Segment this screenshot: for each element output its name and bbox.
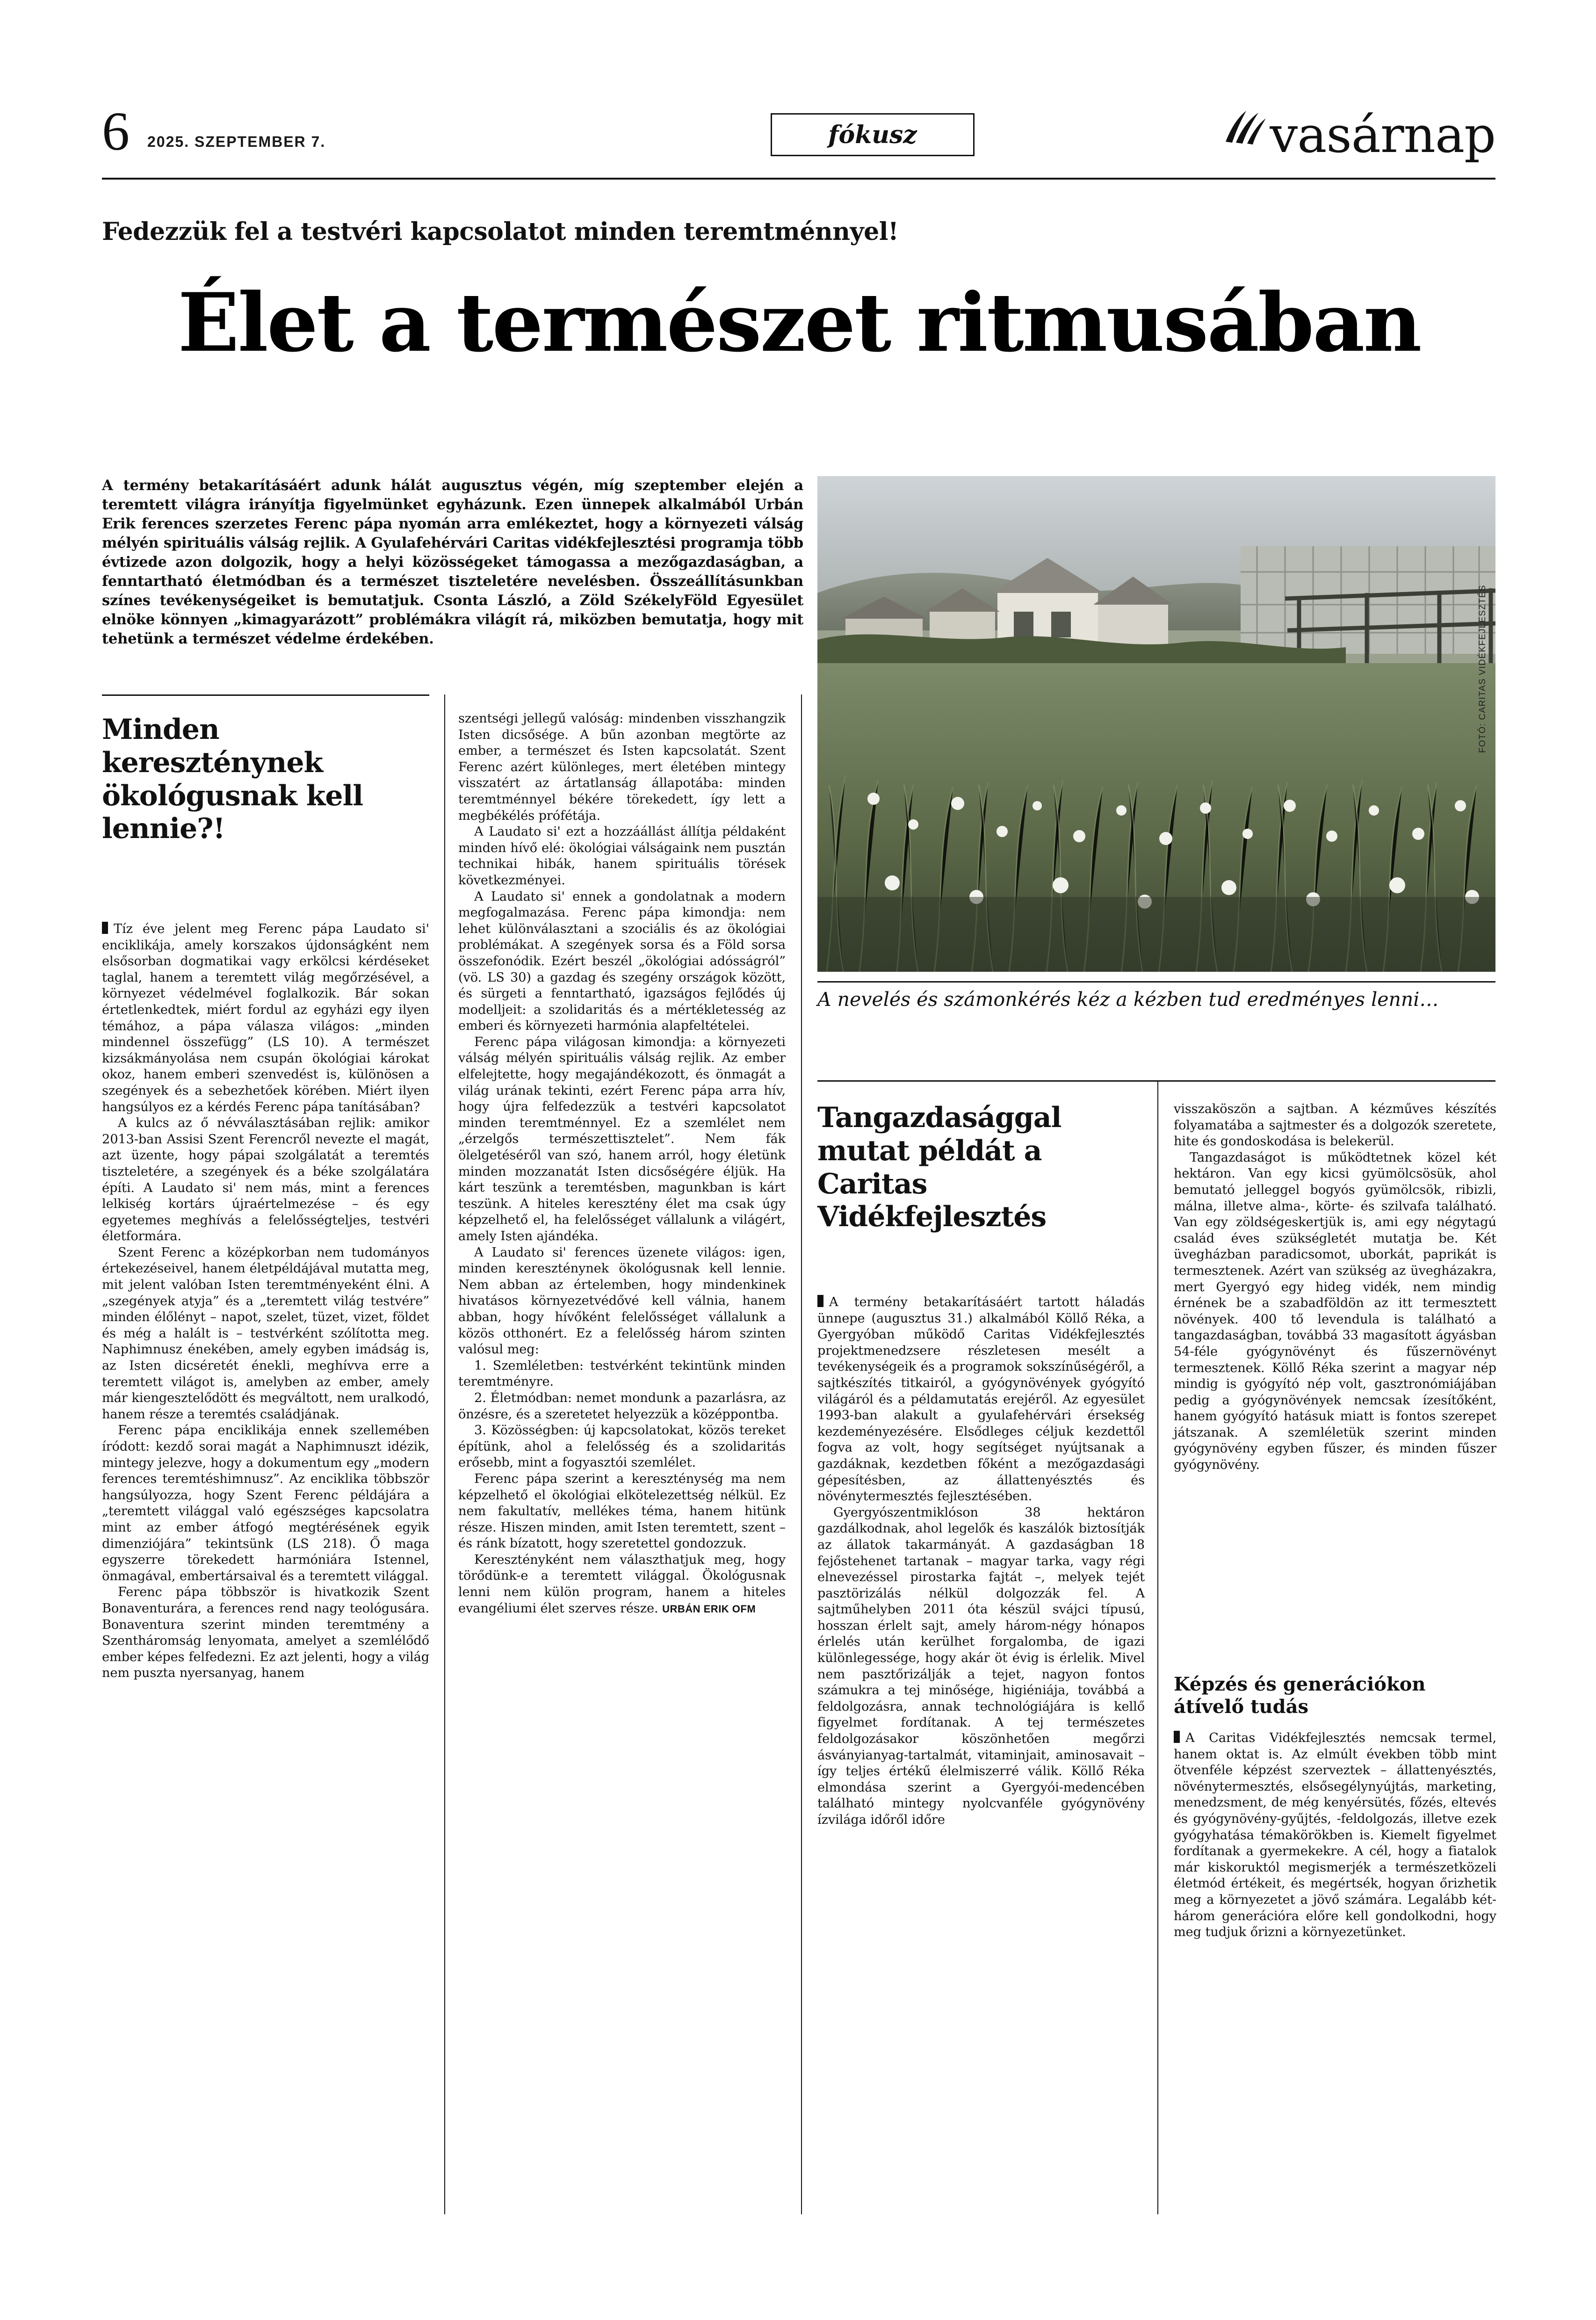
square-bullet-icon — [1174, 1731, 1180, 1743]
caption-divider — [817, 981, 1495, 983]
body-column-1 — [102, 921, 429, 1682]
paragraph: A kulcs az ő névválasztásában rejlik: amikor 2013-ban Assisi Szent Ferencről nevezte el magát, azt üzente, hogy pápai szolgálatát a teremtés tiszteletére, a szegények és a béke szolgálatára építi. A Laudato si' nem más, mint a ferences lelkiség kortárs újraértelmezése – és egy egyetemes meghívás a felelősségteljes, testvéri életformára. — [102, 1116, 429, 1244]
leaf-icon — [1222, 109, 1267, 148]
paragraph: A Laudato si' ennek a gondolatnak a modern megfogalmazása. Ferenc pápa kimondja: nem lehet különválasztani a szociális és az ökológiai problémákat. A szegények sorsa és a Föld sorsa összefonódik. Ezért beszél „ökológiai adósságról” (vö. LS 30) a gazdag és szegény országok között, és sürgeti a fenntartható, igazságos fejlődés új modelljeit: a szolidaritás és a mértékletesség az emberi és környezeti harmónia alapfeltételei. — [458, 889, 786, 1034]
paragraph: Gyergyószentmiklóson 38 hektáron gazdálkodnak, ahol legelők és kaszálók biztosítják az állatok takarmányát. A gazdaságban 18 fejőstehenet tartanak – magyar tarka, vagy régi elnevezéssel pirostarka fajtát –, melyek tejét pasztörizálás nélkül dolgozzák fel. A sajtműhelyben 2011 óta készül svájci típusú, hosszan érlelt sajt, amely három-négy hónapos érlelés után kerülhet forgalomba, de igazi különlegessége, hogy akár öt évig is érlelik. Mivel nem pasztőrizálják a tejet, nagyon fontos számukra a tej minősége, higiéniája, továbbá a feldolgozásra, annak technológiájára is kellő figyelmet fordítanak. A tej természetes feldolgozásakor köszönhetően megőrzi ásványianyag-tartalmát, vitaminjait, aminosavait – így teljes értékű élelmiszerré válik. Köllő Réka elmondása szerint a Gyergyói-medencében található mintegy nyolcvanféle gyógynövény ízvilága időről időre — [817, 1505, 1145, 1827]
article-photo — [817, 476, 1495, 972]
column-divider-3 — [1157, 1080, 1158, 2214]
section-label-box — [771, 113, 975, 156]
subhead-left: Minden kereszténynek ökológusnak kell lennie?! — [102, 713, 363, 846]
section-label: fókusz — [828, 120, 917, 149]
body-column-4 — [1174, 1101, 1496, 1474]
paragraph: Ferenc pápa enciklikája ennek szellemében íródott: kezdő sorai magát a Naphimnuszt idézik, mintegy jelezve, hogy a dokumentum egy „modern ferences teremtéshimnusz”. Az enciklika többször hangsúlyozza, hogy Szent Ferenc példájára a „teremtett világgal való egészséges kapcsolatra mint az ember átfogó megtérésének egyik dimenziójára” tekintsünk (LS 218). Ő maga egyszerre törekedett harmóniára Istennel, önmagával, embertársaival és a teremtett világgal. — [102, 1423, 429, 1583]
paragraph: szentségi jellegű valóság: mindenben visszhangzik Isten dicsősége. A bűn azonban megtörte az ember, a természet és Isten kapcsolatát. Szent Ferenc azért különleges, mert életében mintegy visszatért az ártatlanság állapotába: minden teremtménnyel békére törekedett, így lett a megbékélés prófétája. — [458, 711, 786, 823]
square-bullet-icon — [102, 922, 108, 934]
article-headline: Élet a természet ritmusában — [178, 275, 1421, 370]
subhead-right-small: Képzés és generációkon átívelő tudás — [1174, 1673, 1426, 1718]
brand-name: vasárnap — [1270, 106, 1495, 164]
paragraph: Keresztényként nem választhatjuk meg, hogy törődünk-e a teremtett világgal. Ökológusnak lenni nem külön program, hanem a hiteles evangéliumi élet szerves része. — [458, 1552, 786, 1616]
masthead-rule — [102, 178, 1495, 180]
article-lead: A termény betakarításáért adunk hálát augusztus végén, míg szeptember elején a teremtett világra irányítja figyelmünket egyházunk. Ezen ünnepek alkalmából Urbán Erik ferences szerzetes Ferenc pápa nyomán arra emlékeztet, hogy a környezeti válság mélyén spirituális válság rejlik. A Gyulafehérvári Caritas vidékfejlesztési programja több évtizede azon dolgozik, hogy a helyi közösségeket támogassa a mezőgazdaságban, a fenntartható életmódban és a természet tiszteletére nevelésben. Összeállításunkban színes tevékenységeiket is bemutatjuk. Csonta László, a Zöld SzékelyFöld Egyesület elnöke könnyen „kimagyarázott” problémákra világít rá, miközben bemutatja, hogy mit tehetünk a természet védelme érdekében. — [102, 477, 803, 648]
brand-logo — [1222, 106, 1495, 164]
paragraph: A Laudato si' ferences üzenete világos: igen, minden kereszténynek ökológusnak kell lennie. Nem abban az értelemben, hogy mindenkinek hivatásos környezetvédővé kell válnia, hanem abban, hogy hívőként felelősséget vállalunk a közös otthonért. Ez a felelősség három szinten valósul meg: — [458, 1245, 786, 1357]
page-number: 6 — [102, 101, 129, 162]
middle-section-rule — [817, 1080, 1495, 1082]
photo-caption: A nevelés és számonkérés kéz a kézben tud eredményes lenni… — [817, 988, 1439, 1011]
paragraph: Szent Ferenc a középkorban nem tudományos értekezéseivel, hanem életpéldájával mutatta meg, mit jelent valóban Isten teremtményeként élni. A „szegények atyja” és a „teremtett világ testvére” minden élőlényt – napot, szelet, tüzet, vizet, földet és még a halált is – testvérként szólította meg. Naphimnusz énekében, amely egyben imádság is, az Isten dicséretét énekli, meghívva erre a teremtett világot is, amelyben az ember, amely már kiengesztelődött és megváltott, nem uralkodó, hanem része a teremtés családjának. — [102, 1245, 429, 1422]
column-divider-1 — [444, 694, 445, 2214]
paragraph: A Laudato si' ezt a hozzáállást állítja példaként minden hívő elé: ökológiai válságaink nem pusztán technikai hibák, hanem spirituális törések következményei. — [458, 824, 786, 888]
column-divider-2 — [801, 694, 802, 2214]
square-bullet-icon — [817, 1295, 823, 1307]
subhead-middle: Tangazdasággal mutat példát a Caritas Vidékfejlesztés — [817, 1101, 1062, 1234]
paragraph: Tangazdaságot is működtetnek közel két hektáron. Van egy kicsi gyümölcsösük, ahol bemutató jelleggel bogyós gyümölcsök, ribizli, málna, illetve alma-, körte- és szilvafa található. Van egy zöldségeskertjük is, ami egy négytagú család éves szükségletét mutatja be. Két üvegházban paradicsomot, uborkát, paprikát is termesztenek. Azért van szükség az üvegházakra, mert Gyergyó egy hideg vidék, nem mindig érnének be a szabadföldön az itt termesztett növények. 400 tő levendula is található a tangazdaságban, továbbá 33 magasított ágyásban 54-féle gyógynövényt és fűszernövényt termesztenek. Köllő Réka szerint a magyar nép mindig is gyógyító nép volt, gasztronómiájában pedig a gyógynövények nemcsak ízesítőként, hanem gyógyító hatásuk miatt is fontos szerepet játszanak. A szemléletük szerint minden gyógynövény egyben fűszer, és minden fűszer gyógynövény. — [1174, 1150, 1496, 1473]
paragraph: visszaköszön a sajtban. A kézműves készítés folyamatába a sajtmester és a dolgozók szeretete, hite és gondoskodása is belekerül. — [1174, 1102, 1496, 1149]
article-kicker: Fedezzük fel a testvéri kapcsolatot minden teremtménnyel! — [102, 217, 899, 246]
paragraph: A Caritas Vidékfejlesztés nemcsak termel, hanem oktat is. Az elmúlt években több mint ötvenféle képzést szerveztek – állattenyésztés, növénytermesztés, elsősegélynyújtás, marketing, menedzsment, de még kenyérsütés, főzés, eltevés és gyógynövény-gyűjtés, -feldolgozás, illetve ezek gyógyhatása témakörökben is. Kiemelt figyelmet fordítanak a gyermekekre. A cél, hogy a fiatalok már kiskoruktól megismerjék a természetközeli életmód értékeit, és megértsék, hogyan őrizhetik meg a környezetet a jövő számára. Legalább két-három generációra előre kell gondolkodni, hogy meg tudjuk őrizni a környezetünket. — [1174, 1731, 1496, 1940]
paragraph: Ferenc pápa szerint a kereszténység ma nem képzelhető el ökológiai elkötelezettség nélkül. Ez nem fakultatív, mellékes téma, hanem hitünk része. Hiszen minden, amit Isten teremtett, szent – és ránk bízatott, hogy szeretettel gondozzuk. — [458, 1471, 786, 1551]
paragraph: A termény betakarításáért tartott háladás ünnepe (augusztus 31.) alkalmából Köllő Réka, a Gyergyóban működő Caritas Vidékfejlesztés projektmenedzsere részletesen mesélt a tevékenységeik és a programok sokszínűségéről, a sajtkészítés titkairól, a gyógynövények gyógyító világáról és a példamutatás erejéről. Az egyesület 1993-ban alakult a gyulafehérvári érsekség kezdeményezésére. Elsődleges céljuk kezdettől fogva az volt, hogy segítséget nyújtsanak a gazdáknak, kezdetben főként a mezőgazdasági gépesítésben, az állattenyésztés és növénytermesztés fejlesztésében. — [817, 1295, 1145, 1504]
paragraph: 1. Szemléletben: testvérként tekintünk minden teremtményre. — [458, 1358, 786, 1389]
paragraph: 3. Közösségben: új kapcsolatokat, közös tereket építünk, ahol a felelősség és a szolidaritás erősebb, mint a fogyasztói szemlélet. — [458, 1423, 786, 1470]
paragraph: Tíz éve jelent meg Ferenc pápa Laudato si' enciklikája, amely korszakos újdonságként nem elsősorban dogmatikai vagy erkölcsi kérdéseket taglal, hanem a teremtett világ megőrzésével, a környezet védelmével foglalkozik. Bár sokan értetlenkedtek, miért fordul az egyházi egy ilyen témához, a pápa válasza világos: „minden mindennel összefügg” (LS 10). A természet kizsákmányolása nem csupán ökológiai károkat okoz, hanem emberi szenvedést is, különösen a szegények és a sebezhetőek körében. Miért ilyen hangsúlyos ez a kérdés Ferenc pápa tanításában? — [102, 922, 429, 1114]
body-column-3 — [817, 1294, 1145, 1829]
paragraph: Ferenc pápa világosan kimondja: a környezeti válság mélyén spirituális válság rejlik. Az ember elfelejtette, hogy megajándékozott, és önmagát a világ urának tekinti, ezért Ferenc pápa arra hív, hogy újra felfedezzük a testvéri kapcsolatot minden teremtménnyel. Ez a szemlélet nem „érzelgős természettisztelet”. Nem fák ölelgetéséről van szó, hanem arról, hogy életünk minden mozzanatát Isten dicsőségére éljük. Ha kárt teszünk a teremtésben, magunkban is kárt teszünk. A hiteles keresztény élet ma csak úgy képzelhető el, ha felelősséget vállalunk a világért, amely Isten ajándéka. — [458, 1034, 786, 1243]
left-column-top-rule — [102, 694, 429, 696]
masthead — [102, 89, 1495, 164]
author-byline: URBÁN ERIK OFM — [662, 1603, 756, 1615]
paragraph: Ferenc pápa többször is hivatkozik Szent Bonaventurára, a ferences rend nagy teológusára. Bonaventura szerint minden teremtmény a Szentháromság lenyomata, amelyet a szemlélődő ember képes felfedezni. Ez azt jelenti, hogy a világ nem puszta nyersanyag, hanem — [102, 1585, 429, 1681]
photo-credit — [1478, 734, 1596, 753]
body-column-2 — [458, 711, 786, 1617]
body-column-4b — [1174, 1730, 1496, 1941]
issue-date: 2025. SZEPTEMBER 7. — [147, 133, 326, 150]
paragraph: 2. Életmódban: nemet mondunk a pazarlásra, az önzésre, és a szeretetet helyezzük a középpontba. — [458, 1390, 786, 1422]
